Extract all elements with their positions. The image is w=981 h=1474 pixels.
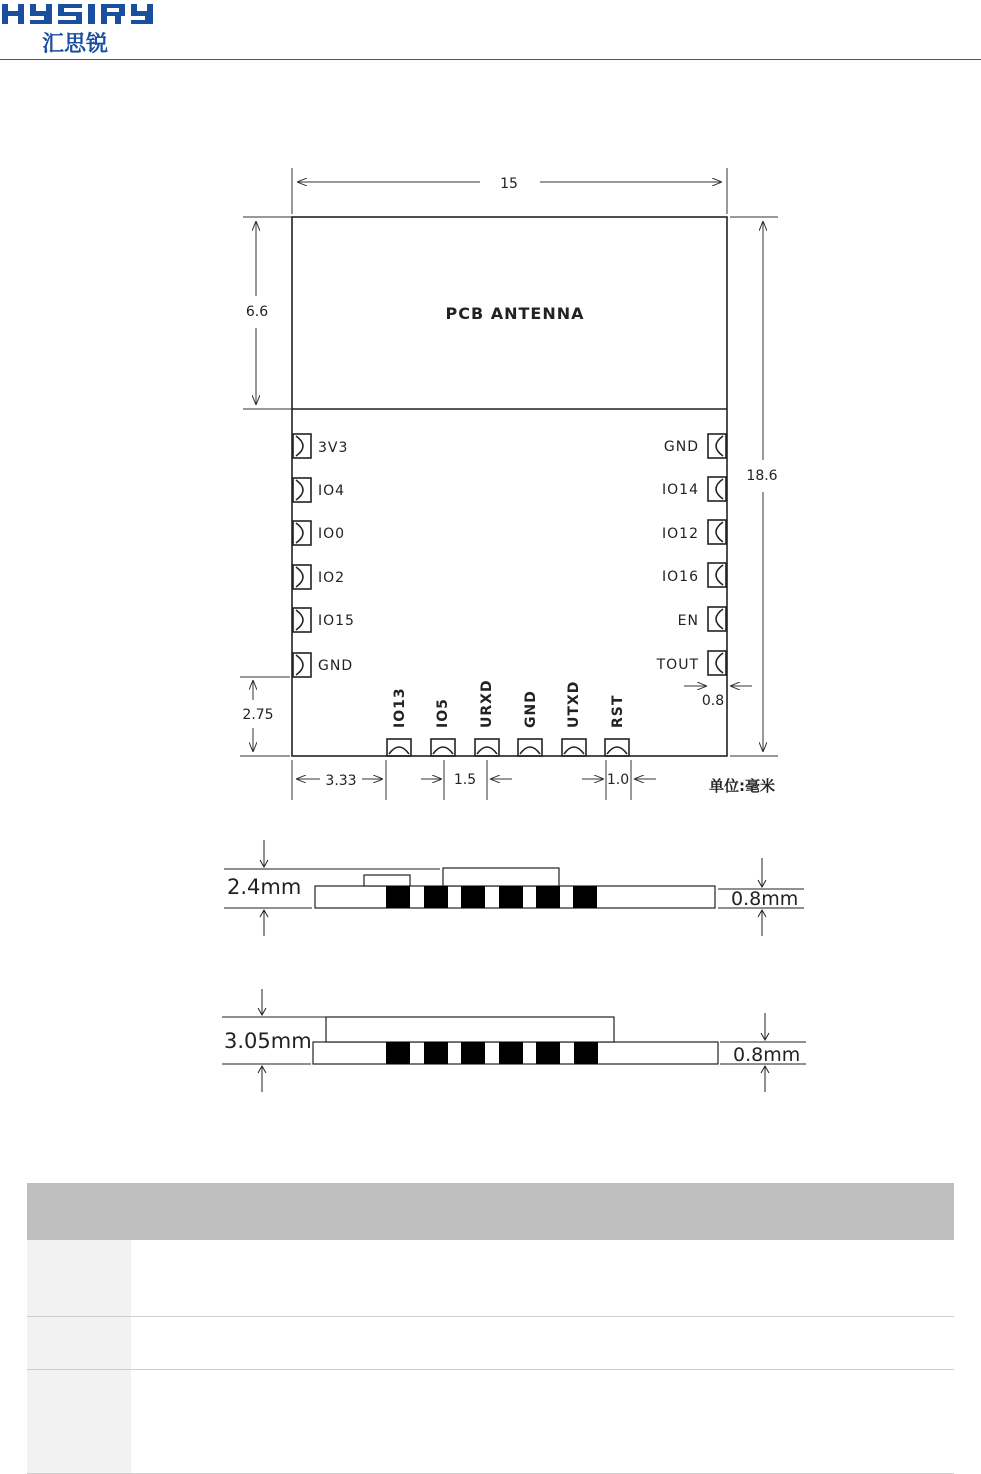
- total-height-label: 3.05mm: [224, 1029, 312, 1053]
- table-header: [27, 1183, 954, 1240]
- pin-label: IO15: [318, 613, 355, 629]
- pin-label: GND: [663, 439, 699, 455]
- component-shield: [443, 868, 559, 886]
- pin-label: EN: [677, 613, 699, 629]
- pin-label: IO5: [435, 698, 451, 728]
- pin-label: GND: [318, 658, 354, 674]
- pin-label: IO16: [662, 569, 699, 585]
- pin-label: IO4: [318, 483, 346, 499]
- pin-label: TOUT: [656, 657, 699, 673]
- pin-label: GND: [523, 690, 539, 728]
- height-dimension: 18.6: [746, 468, 778, 484]
- antenna-height-dimension: 6.6: [245, 304, 269, 320]
- table-row: [27, 1240, 954, 1317]
- total-height-label: 2.4mm: [227, 875, 302, 899]
- pad-inset-dimension: 0.8: [701, 693, 725, 709]
- side-view-3-05mm: [0, 985, 981, 1105]
- component-small: [364, 875, 410, 886]
- pin-label: UTXD: [566, 680, 582, 728]
- bottom-pads: [387, 739, 629, 756]
- row-label-cell: [27, 1317, 131, 1369]
- row-label-cell: [27, 1240, 131, 1316]
- board-height-label: 0.8mm: [731, 888, 799, 910]
- right-pin-labels: [656, 439, 699, 673]
- pin-label: URXD: [479, 679, 495, 728]
- spec-table: [27, 1183, 954, 1474]
- pin-label: IO0: [318, 526, 346, 542]
- bottom-pin-labels: [392, 679, 626, 728]
- left-offset-dimension: 3.33: [325, 773, 357, 789]
- left-pads: [293, 434, 311, 677]
- pin-label: RST: [610, 694, 626, 728]
- pin-label: 3V3: [318, 440, 349, 456]
- unit-label: 单位:毫米: [709, 777, 775, 795]
- row-label-cell: [27, 1370, 131, 1473]
- row-value-cell: [131, 1317, 954, 1369]
- bottom-margin-dimension: 2.75: [242, 707, 274, 723]
- pin-label: IO13: [392, 687, 408, 728]
- side-view-2-4mm: [0, 830, 981, 950]
- logo-chinese-text: 汇思锐: [42, 32, 109, 57]
- board-height-label: 0.8mm: [733, 1044, 801, 1066]
- table-row: [27, 1317, 954, 1370]
- component-shield: [326, 1017, 614, 1042]
- width-dimension: 15: [500, 176, 518, 192]
- pin-label: IO14: [662, 482, 699, 498]
- left-pin-labels: [318, 440, 355, 674]
- row-value-cell: [131, 1370, 954, 1473]
- pcb-antenna-label: PCB ANTENNA: [445, 304, 585, 323]
- edge-dimension: 1.0: [606, 772, 630, 788]
- pin-label: IO12: [662, 526, 699, 542]
- pitch-dimension: 1.5: [453, 772, 477, 788]
- right-pads: [708, 434, 726, 675]
- table-row: [27, 1370, 954, 1474]
- row-value-cell: [131, 1240, 954, 1316]
- pin-label: IO2: [318, 570, 346, 586]
